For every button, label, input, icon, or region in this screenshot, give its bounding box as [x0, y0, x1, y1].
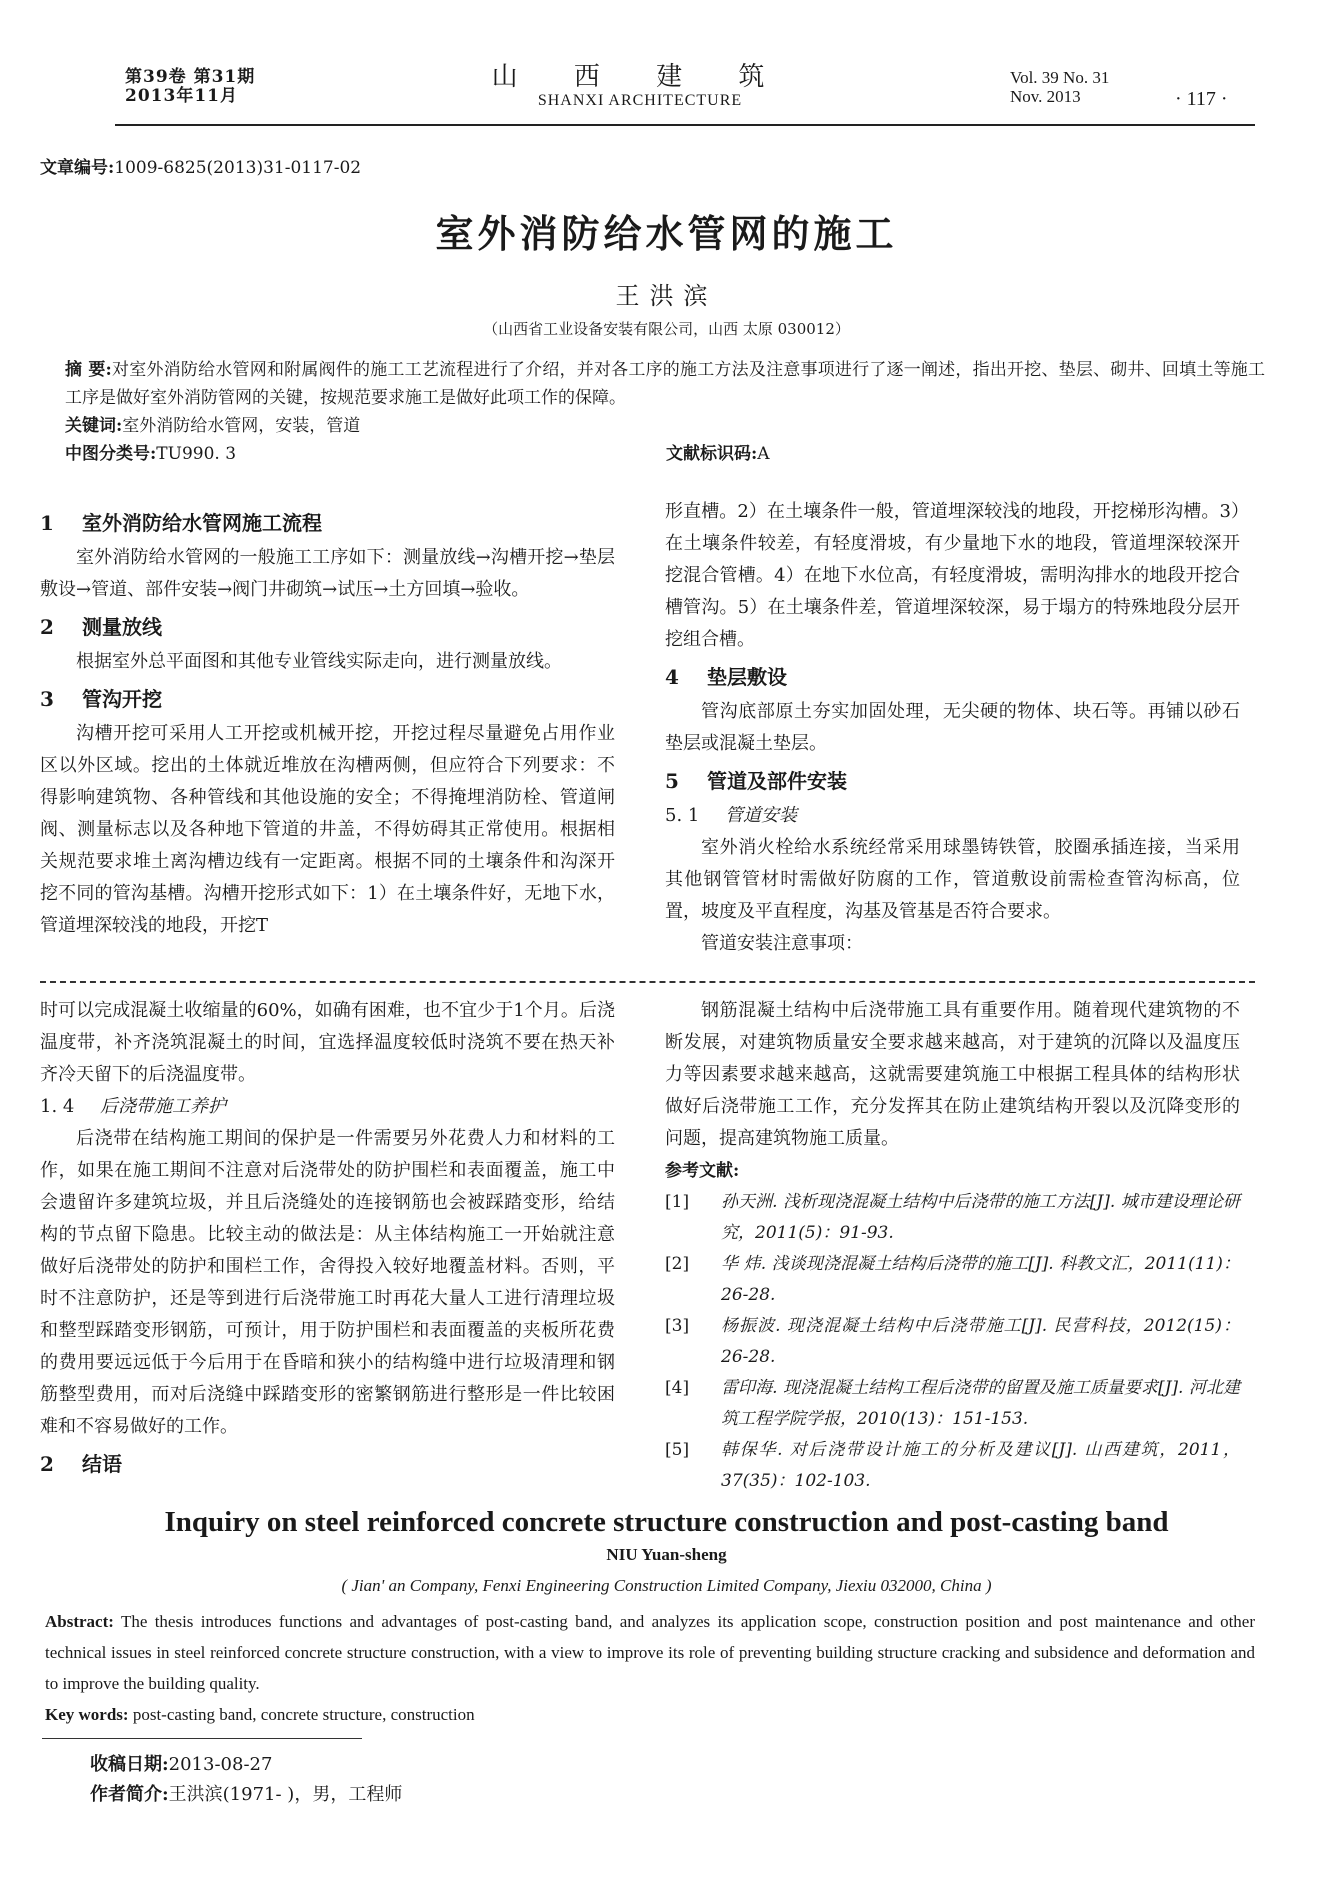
keywords-value: 室外消防给水管网，安装，管道	[122, 416, 361, 436]
section-heading	[40, 611, 615, 643]
keywords	[65, 412, 1265, 440]
volume-info	[1010, 68, 1109, 106]
volume-number: Vol. 39 No. 31	[1010, 68, 1110, 87]
bio-value: 王洪滨(1971- )，男，工程师	[168, 1784, 403, 1805]
reference-text: 韩保华. 对后浇带设计施工的分析及建议[J]. 山西建筑，2011，37(35)：102-103.	[721, 1440, 1240, 1491]
section-body: 管道安装注意事项：	[701, 933, 863, 954]
english-abstract	[45, 1606, 1255, 1699]
reference-item	[665, 1373, 1240, 1435]
received-date	[90, 1750, 402, 1780]
lower-right-column	[665, 995, 1240, 1497]
received-label: 收稿日期:	[90, 1754, 169, 1775]
classification-label: 中图分类号:	[65, 444, 157, 464]
section-title: 垫层敷设	[707, 665, 787, 689]
issue-date: 2013年11月	[125, 86, 238, 106]
english-abstract-text: The thesis introduces functions and advantages of post-casting band, and analyzes its application scope, construction position and post maintenance and other technical issues in steel reinforced concrete structure construction, with a view to improve its role of preventing building structure cracking and subsidence and deformation and to improve the building quality.	[45, 1612, 1255, 1693]
reference-text: 孙天洲. 浅析现浇混凝土结构中后浇带的施工方法[J]. 城市建设理论研究，2011(5)：91-93.	[721, 1192, 1240, 1243]
article-id-label: 文章编号:	[40, 158, 115, 178]
abstract-text: 对室外消防给水管网和附属阀件的施工工艺流程进行了介绍，并对各工序的施工方法及注意事项进行了逐一阐述，指出开挖、垫层、砌井、回填土等施工工序是做好室外消防管网的关键，按规范要求施工是做好此项工作的保障。	[65, 360, 1265, 408]
reference-list	[665, 1187, 1240, 1497]
abstract	[65, 356, 1265, 412]
section-body: 形直槽。2）在土壤条件一般，管道埋深较浅的地段，开挖梯形沟槽。3）在土壤条件较差，有轻度滑坡，有少量地下水的地段，管道埋深较深开挖混合管槽。4）在地下水位高，有轻度滑坡，需明沟排水的地段开挖合槽管沟。5）在土壤条件差，管道埋深较深，易于塌方的特殊地段分层开挖组合槽。	[665, 501, 1240, 650]
section-heading	[665, 765, 1240, 797]
reference-item	[665, 1435, 1240, 1497]
section-body: 室外消火栓给水系统经常采用球墨铸铁管，胶圈承插连接，当采用其他钢管管材时需做好防腐的工作，管道敷设前需检查管沟标高，位置，坡度及平直程度，沟基及管基是否符合要求。	[665, 837, 1240, 922]
splice-divider	[40, 981, 1255, 983]
subsection-heading	[665, 800, 1240, 832]
abstract-block	[65, 356, 1265, 468]
classification-row	[65, 440, 1265, 468]
section-body: 后浇带在结构施工期间的保护是一件需要另外花费人力和材料的工作，如果在施工期间不注意对后浇带处的防护围栏和表面覆盖，施工中会遗留许多建筑垃圾，并且后浇缝处的连接钢筋也会被踩踏变形，给结构的节点留下隐患。比较主动的做法是：从主体结构施工一开始就注意做好后浇带处的防护和围栏工作，舍得投入较好地覆盖材料。否则，平时不注意防护，还是等到进行后浇带施工时再花大量人工进行清理垃圾和整型踩踏变形钢筋，可预计，用于防护围栏和表面覆盖的夹板所花费的费用要远远低于今后用于在昏暗和狭小的结构缝中进行垃圾清理和钢筋整型费用，而对后浇缝中踩踏变形的密繁钢筋进行整形是一件比较困难和不容易做好的工作。	[40, 1128, 615, 1437]
keywords-label: 关键词:	[65, 416, 123, 436]
section-heading	[665, 661, 1240, 693]
subsection-title: 后浇带施工养护	[100, 1096, 226, 1117]
article-author: 王洪滨	[615, 282, 718, 310]
doc-code	[666, 440, 770, 468]
article-title: 室外消防给水管网的施工	[435, 211, 898, 256]
reference-item	[665, 1311, 1240, 1373]
article-affiliation: （山西省工业设备安装有限公司，山西 太原 030012）	[483, 320, 850, 338]
section-heading	[40, 1448, 615, 1480]
reference-text: 华 炜. 浅谈现浇混凝土结构后浇带的施工[J]. 科教文汇，2011(11)：26-28.	[721, 1254, 1240, 1305]
section-body: 室外消防给水管网的一般施工工序如下：测量放线→沟槽开挖→垫层敷设→管道、部件安装→阀门井砌筑→试压→土方回填→验收。	[40, 547, 615, 600]
section-number: 2	[40, 1452, 54, 1476]
journal-name-cn: 山 西 建 筑	[491, 62, 789, 92]
english-keywords	[45, 1699, 1255, 1730]
article-id-value: 1009-6825(2013)31-0117-02	[114, 158, 362, 178]
upper-left-column	[40, 502, 615, 942]
english-author: NIU Yuan-sheng	[606, 1545, 727, 1564]
journal-name-en: SHANXI ARCHITECTURE	[537, 92, 743, 109]
upper-right-column	[665, 496, 1240, 960]
issue-info	[125, 68, 255, 106]
reference-number: [1]	[665, 1192, 690, 1212]
reference-number: [2]	[665, 1254, 690, 1274]
received-value: 2013-08-27	[168, 1754, 273, 1775]
subsection-number: 1. 4	[40, 1096, 75, 1117]
english-abstract-label: Abstract:	[45, 1612, 114, 1631]
footnote-rule	[42, 1738, 362, 1739]
bio-label: 作者简介:	[90, 1784, 169, 1805]
page-number: · 117 ·	[1175, 88, 1228, 110]
footnote	[90, 1750, 402, 1810]
header-rule	[115, 124, 1255, 126]
section-number: 3	[40, 687, 54, 711]
reference-number: [3]	[665, 1316, 690, 1336]
reference-item	[665, 1249, 1240, 1311]
section-body: 根据室外总平面图和其他专业管线实际走向，进行测量放线。	[76, 651, 562, 672]
doc-code-label: 文献标识码:	[666, 444, 758, 464]
english-keywords-label: Key words:	[45, 1705, 129, 1724]
lower-left-column	[40, 995, 615, 1483]
reference-text: 杨振波. 现浇混凝土结构中后浇带施工[J]. 民营科技，2012(15)：26-28.	[721, 1316, 1240, 1367]
english-keywords-text: post-casting band, concrete structure, construction	[128, 1705, 475, 1724]
journal-name	[420, 62, 860, 110]
english-abstract-block	[45, 1606, 1255, 1730]
reference-number: [5]	[665, 1440, 690, 1460]
conclusion-body: 钢筋混凝土结构中后浇带施工具有重要作用。随着现代建筑物的不断发展，对建筑物质量安全要求越来越高，对于建筑的沉降以及温度压力等因素要求越来越高，这就需要建筑施工中根据工程具体的结构形状做好后浇带施工工作，充分发挥其在防止建筑结构开裂以及沉降变形的问题，提高建筑物施工质量。	[665, 1000, 1240, 1149]
english-title: Inquiry on steel reinforced concrete structure construction and post-casting band	[164, 1506, 1169, 1538]
reference-number: [4]	[665, 1378, 690, 1398]
classification-value: TU990. 3	[156, 444, 237, 464]
section-body: 沟槽开挖可采用人工开挖或机械开挖，开挖过程尽量避免占用作业区以外区域。挖出的土体就近堆放在沟槽两侧，但应符合下列要求：不得影响建筑物、各种管线和其他设施的安全；不得掩埋消防栓、管道闸阀、测量标志以及各种地下管道的井盖，不得妨碍其正常使用。根据相关规范要求堆土离沟槽边线有一定距离。根据不同的土壤条件和沟深开挖不同的管沟基槽。沟槽开挖形式如下：1）在土壤条件好，无地下水，管道埋深较浅的地段，开挖T	[40, 723, 615, 936]
reference-text: 雷印海. 现浇混凝土结构工程后浇带的留置及施工质量要求[J]. 河北建筑工程学院学报，2010(13)：151-153.	[721, 1378, 1240, 1429]
subsection-number: 5. 1	[665, 805, 700, 826]
english-affiliation: ( Jian' an Company, Fenxi Engineering Construction Limited Company, Jiexiu 032000, China )	[341, 1576, 992, 1595]
section-number: 4	[665, 665, 679, 689]
section-number: 5	[665, 769, 679, 793]
issue-volume: 第39卷 第31期	[125, 67, 256, 87]
abstract-label: 摘 要:	[65, 360, 112, 380]
subsection-title: 管道安装	[725, 805, 797, 826]
article-id	[40, 154, 361, 182]
references-title: 参考文献:	[665, 1161, 740, 1181]
classification	[65, 444, 236, 464]
section-number: 1	[40, 511, 54, 535]
section-title: 室外消防给水管网施工流程	[82, 511, 322, 535]
section-title: 结语	[82, 1452, 122, 1476]
volume-date: Nov. 2013	[1010, 87, 1081, 106]
section-heading	[40, 683, 615, 715]
reference-item	[665, 1187, 1240, 1249]
author-bio	[90, 1780, 402, 1810]
section-body: 管沟底部原土夯实加固处理，无尖硬的物体、块石等。再铺以砂石垫层或混凝土垫层。	[665, 701, 1240, 754]
section-number: 2	[40, 615, 54, 639]
doc-code-value: A	[757, 444, 770, 464]
section-title: 管沟开挖	[82, 687, 162, 711]
section-title: 管道及部件安装	[707, 769, 847, 793]
section-heading	[40, 507, 615, 539]
subsection-heading	[40, 1091, 615, 1123]
section-title: 测量放线	[82, 615, 162, 639]
section-body: 时可以完成混凝土收缩量的60%，如确有困难，也不宜少于1个月。后浇温度带，补齐浇筑混凝土的时间，宜选择温度较低时浇筑不要在热天补齐冷天留下的后浇温度带。	[40, 1000, 615, 1085]
